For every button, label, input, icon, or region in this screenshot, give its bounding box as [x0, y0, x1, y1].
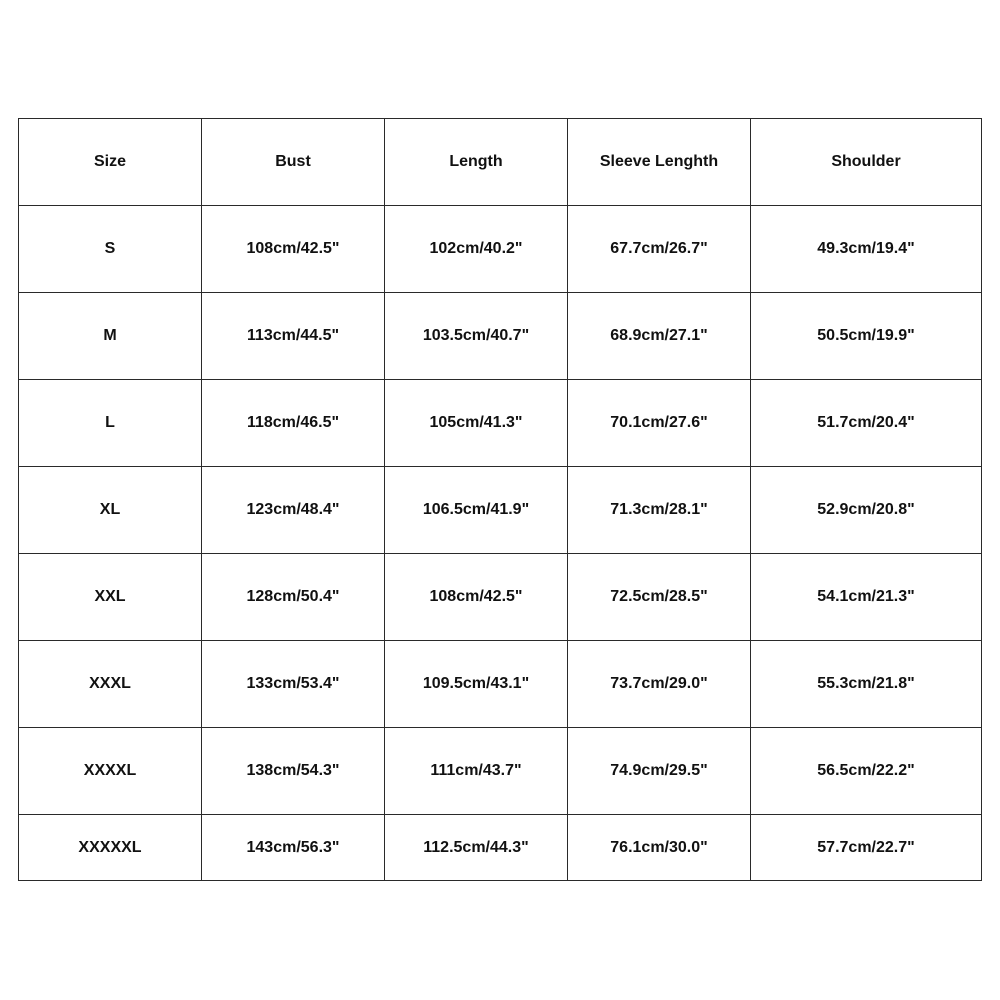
length-cell: 106.5cm/41.9"	[385, 467, 568, 554]
header-shoulder: Shoulder	[751, 119, 982, 206]
size-cell: S	[19, 206, 202, 293]
shoulder-cell: 52.9cm/20.8"	[751, 467, 982, 554]
size-cell: XXXXL	[19, 728, 202, 815]
table-row	[19, 467, 982, 554]
table-row	[19, 554, 982, 641]
table-row	[19, 293, 982, 380]
sleeve-length-cell: 67.7cm/26.7"	[568, 206, 751, 293]
size-cell: XXXXXL	[19, 815, 202, 881]
shoulder-cell: 51.7cm/20.4"	[751, 380, 982, 467]
bust-cell: 108cm/42.5"	[202, 206, 385, 293]
size-cell: M	[19, 293, 202, 380]
size-cell: XXL	[19, 554, 202, 641]
shoulder-cell: 55.3cm/21.8"	[751, 641, 982, 728]
table-row	[19, 380, 982, 467]
header-length: Length	[385, 119, 568, 206]
sleeve-length-cell: 76.1cm/30.0"	[568, 815, 751, 881]
shoulder-cell: 56.5cm/22.2"	[751, 728, 982, 815]
table-row	[19, 728, 982, 815]
length-cell: 103.5cm/40.7"	[385, 293, 568, 380]
size-chart-header	[19, 119, 982, 206]
length-cell: 112.5cm/44.3"	[385, 815, 568, 881]
shoulder-cell: 57.7cm/22.7"	[751, 815, 982, 881]
bust-cell: 113cm/44.5"	[202, 293, 385, 380]
bust-cell: 123cm/48.4"	[202, 467, 385, 554]
sleeve-length-cell: 74.9cm/29.5"	[568, 728, 751, 815]
sleeve-length-cell: 72.5cm/28.5"	[568, 554, 751, 641]
bust-cell: 133cm/53.4"	[202, 641, 385, 728]
length-cell: 105cm/41.3"	[385, 380, 568, 467]
header-row	[19, 119, 982, 206]
size-chart-body	[19, 206, 982, 881]
shoulder-cell: 50.5cm/19.9"	[751, 293, 982, 380]
sleeve-length-cell: 70.1cm/27.6"	[568, 380, 751, 467]
length-cell: 102cm/40.2"	[385, 206, 568, 293]
sleeve-length-cell: 71.3cm/28.1"	[568, 467, 751, 554]
header-bust: Bust	[202, 119, 385, 206]
size-cell: XL	[19, 467, 202, 554]
sleeve-length-cell: 68.9cm/27.1"	[568, 293, 751, 380]
table-row	[19, 206, 982, 293]
bust-cell: 118cm/46.5"	[202, 380, 385, 467]
size-cell: L	[19, 380, 202, 467]
size-chart-table	[18, 118, 982, 881]
table-row	[19, 641, 982, 728]
length-cell: 108cm/42.5"	[385, 554, 568, 641]
shoulder-cell: 49.3cm/19.4"	[751, 206, 982, 293]
bust-cell: 138cm/54.3"	[202, 728, 385, 815]
header-sleeve-length: Sleeve Lenghth	[568, 119, 751, 206]
shoulder-cell: 54.1cm/21.3"	[751, 554, 982, 641]
header-size: Size	[19, 119, 202, 206]
sleeve-length-cell: 73.7cm/29.0"	[568, 641, 751, 728]
table-row	[19, 815, 982, 881]
length-cell: 111cm/43.7"	[385, 728, 568, 815]
length-cell: 109.5cm/43.1"	[385, 641, 568, 728]
bust-cell: 128cm/50.4"	[202, 554, 385, 641]
bust-cell: 143cm/56.3"	[202, 815, 385, 881]
size-cell: XXXL	[19, 641, 202, 728]
